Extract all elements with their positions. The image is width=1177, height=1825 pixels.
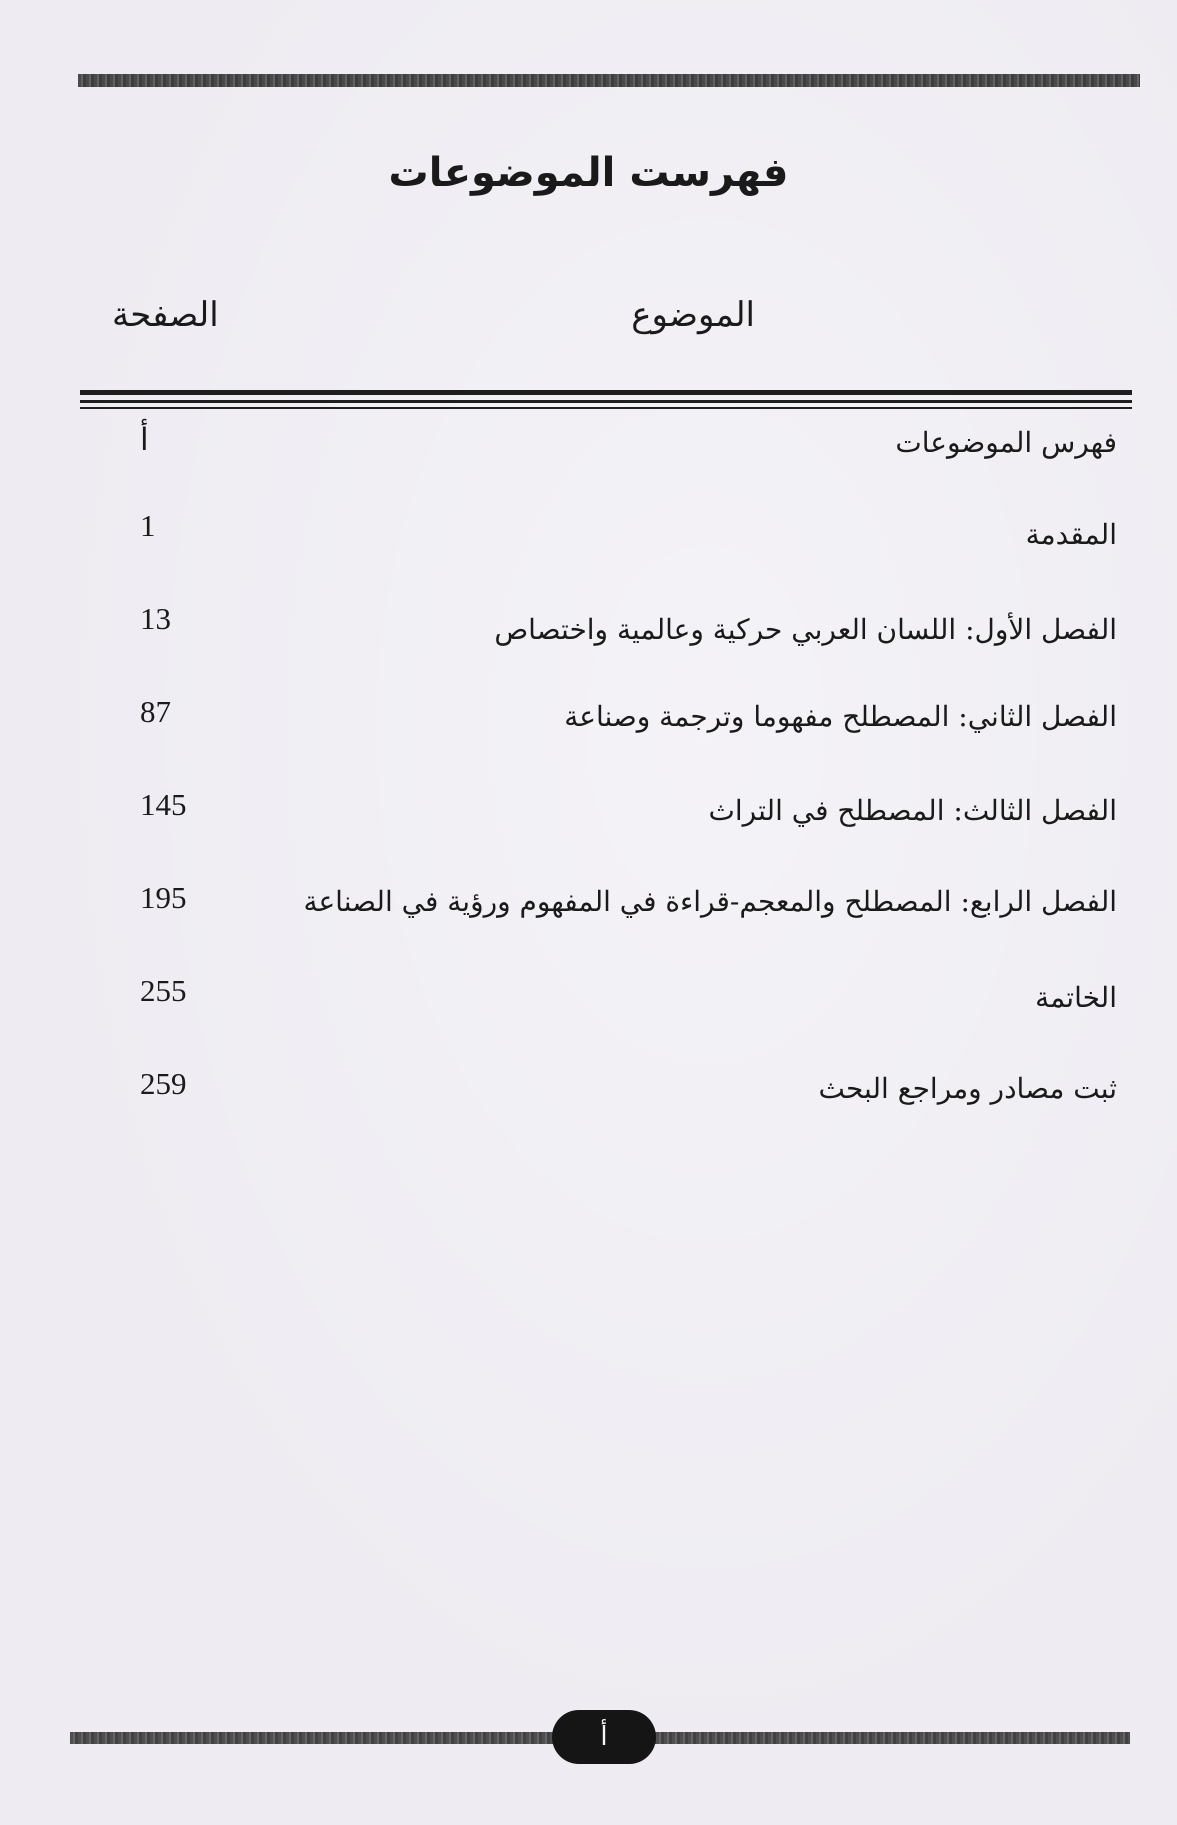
toc-entry[interactable] (80, 601, 1132, 651)
toc-entry[interactable] (80, 880, 1132, 930)
toc-entry-title: فهرس الموضوعات (895, 426, 1117, 459)
toc-entry[interactable] (80, 422, 1132, 472)
toc-entry-title: الفصل الثاني: المصطلح مفهوما وترجمة وصناعة (564, 700, 1117, 733)
toc-entry-title: ثبت مصادر ومراجع البحث (818, 1072, 1117, 1105)
column-header-page: الصفحة (112, 295, 219, 335)
toc-entry[interactable] (80, 973, 1132, 1023)
toc-entry-page: 145 (140, 787, 187, 822)
toc-entry[interactable] (80, 787, 1132, 837)
toc-entry[interactable] (80, 1066, 1132, 1116)
toc-entry[interactable] (80, 694, 1132, 744)
toc-entry-page: أ (140, 422, 149, 457)
toc-entry-page: 259 (140, 1066, 187, 1101)
toc-entry-page: 87 (140, 694, 171, 729)
toc-entry[interactable] (80, 508, 1132, 558)
toc-entry-page: 13 (140, 601, 171, 636)
toc-entry-page: 255 (140, 973, 187, 1008)
toc-entry-title: الخاتمة (1035, 981, 1117, 1014)
page-number-badge: أ (552, 1710, 656, 1764)
column-header-topic: الموضوع (631, 295, 755, 335)
toc-entry-page: 195 (140, 880, 187, 915)
footer-rule-left (70, 1732, 560, 1744)
toc-entry-title: الفصل الأول: اللسان العربي حركية وعالمية واختصاص (494, 613, 1117, 646)
toc-entry-page: 1 (140, 508, 156, 543)
page-title: فهرست الموضوعات (388, 150, 789, 196)
toc-entry-title: المقدمة (1025, 518, 1117, 551)
toc-entry-title: الفصل الرابع: المصطلح والمعجم-قراءة في المفهوم ورؤية في الصناعة (303, 885, 1117, 918)
footer-rule-right (640, 1732, 1130, 1744)
toc-entry-title: الفصل الثالث: المصطلح في التراث (708, 794, 1117, 827)
